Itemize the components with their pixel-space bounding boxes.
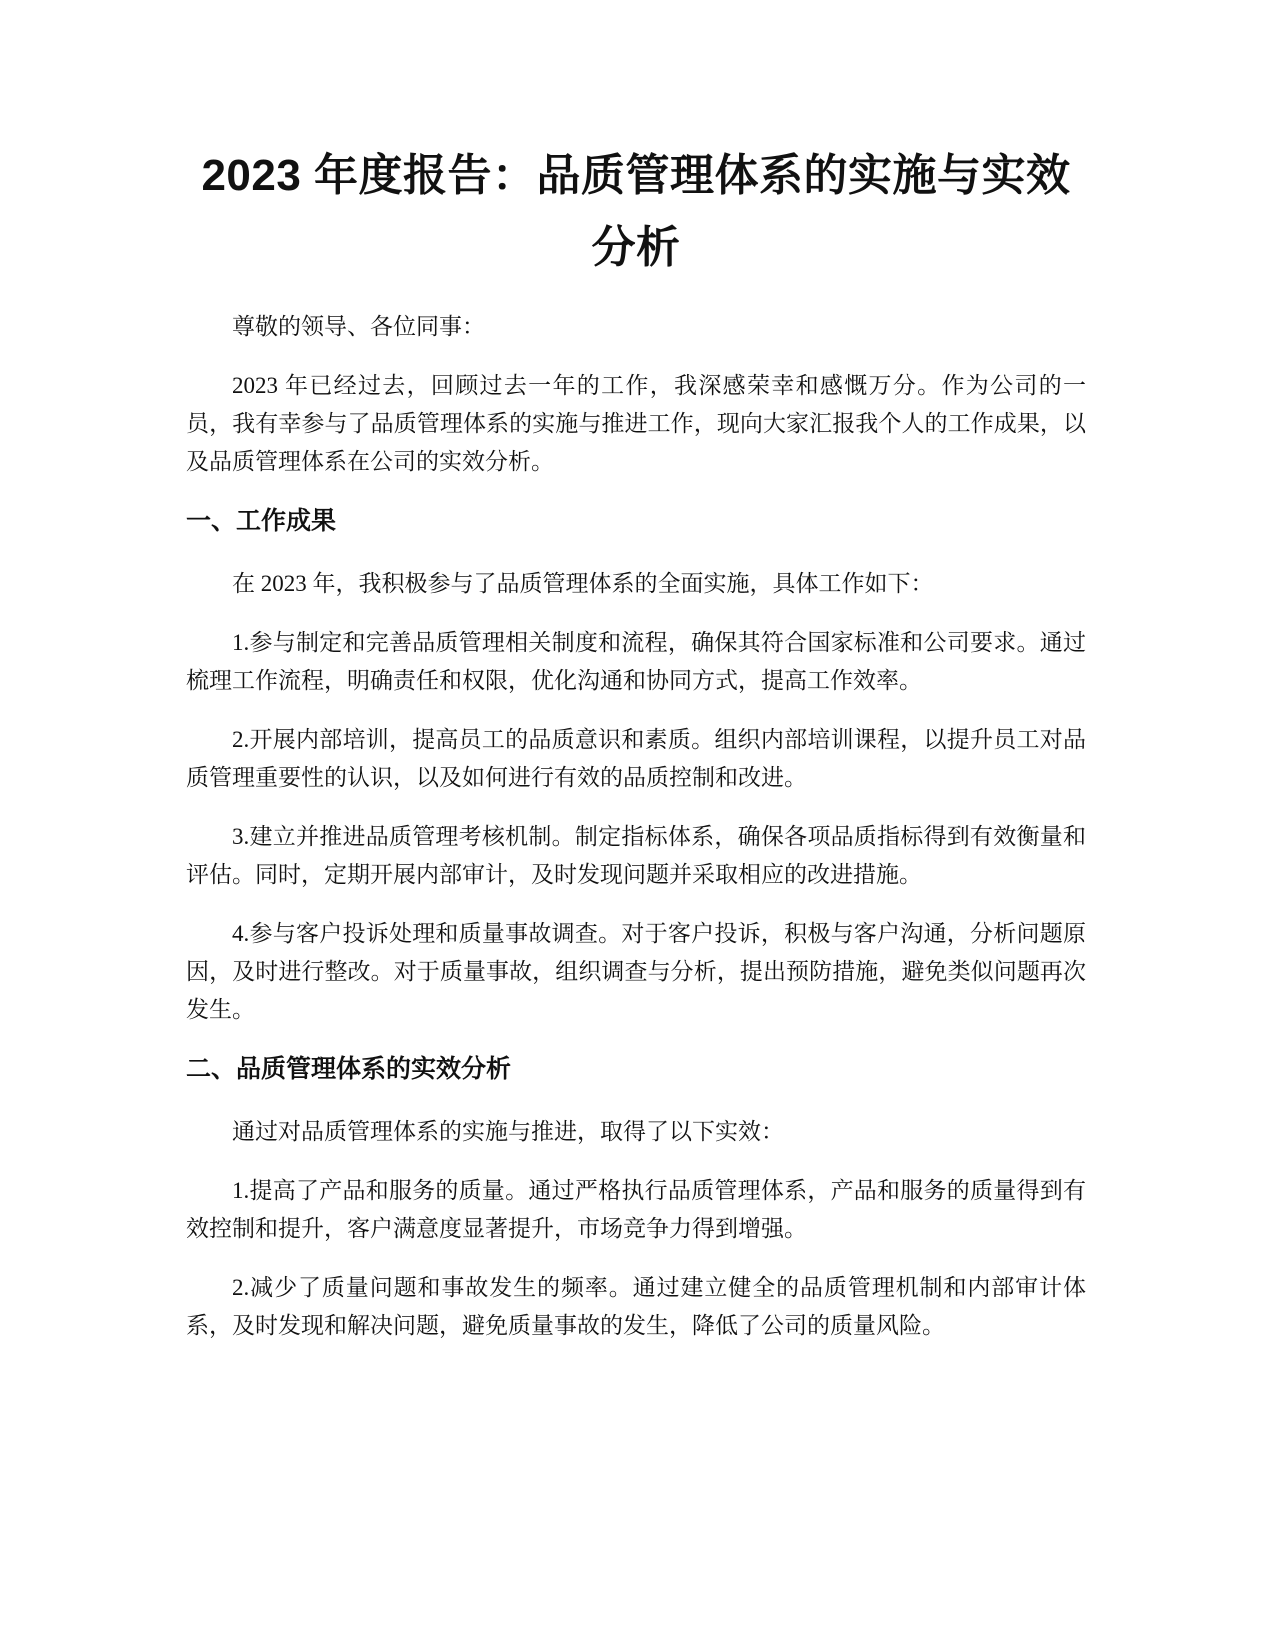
section1-item: 3.建立并推进品质管理考核机制。制定指标体系，确保各项品质指标得到有效衡量和评估。同时，定期开展内部审计，及时发现问题并采取相应的改进措施。 — [186, 824, 1086, 887]
section1-lead: 在 2023 年，我积极参与了品质管理体系的全面实施，具体工作如下： — [232, 571, 934, 596]
document-title: 2023 年度报告：品质管理体系的实施与实效分析 — [201, 151, 1071, 272]
section1-item: 2.开展内部培训，提高员工的品质意识和素质。组织内部培训课程，以提升员工对品质管理重要性的认识，以及如何进行有效的品质控制和改进。 — [186, 727, 1086, 790]
section2-item: 1.提高了产品和服务的质量。通过严格执行品质管理体系，产品和服务的质量得到有效控制和提升，客户满意度显著提升，市场竞争力得到增强。 — [186, 1178, 1086, 1241]
section2-item: 2.减少了质量问题和事故发生的频率。通过建立健全的品质管理机制和内部审计体系，及时发现和解决问题，避免质量事故的发生，降低了公司的质量风险。 — [186, 1275, 1086, 1338]
section1-item: 1.参与制定和完善品质管理相关制度和流程，确保其符合国家标准和公司要求。通过梳理工作流程，明确责任和权限，优化沟通和协同方式，提高工作效率。 — [186, 630, 1086, 693]
section1-item: 4.参与客户投诉处理和质量事故调查。对于客户投诉，积极与客户沟通，分析问题原因，及时进行整改。对于质量事故，组织调查与分析，提出预防措施，避免类似问题再次发生。 — [186, 921, 1086, 1022]
section-heading-effectiveness: 二、品质管理体系的实效分析 — [186, 1055, 512, 1083]
document-page — [186, 140, 1086, 1366]
section2-lead: 通过对品质管理体系的实施与推进，取得了以下实效： — [232, 1119, 784, 1144]
section-heading-work-results: 一、工作成果 — [186, 507, 337, 535]
greeting: 尊敬的领导、各位同事： — [232, 314, 485, 339]
intro-paragraph: 2023 年已经过去，回顾过去一年的工作，我深感荣幸和感慨万分。作为公司的一员，我有幸参与了品质管理体系的实施与推进工作，现向大家汇报我个人的工作成果，以及品质管理体系在公司的实效分析。 — [186, 373, 1086, 474]
